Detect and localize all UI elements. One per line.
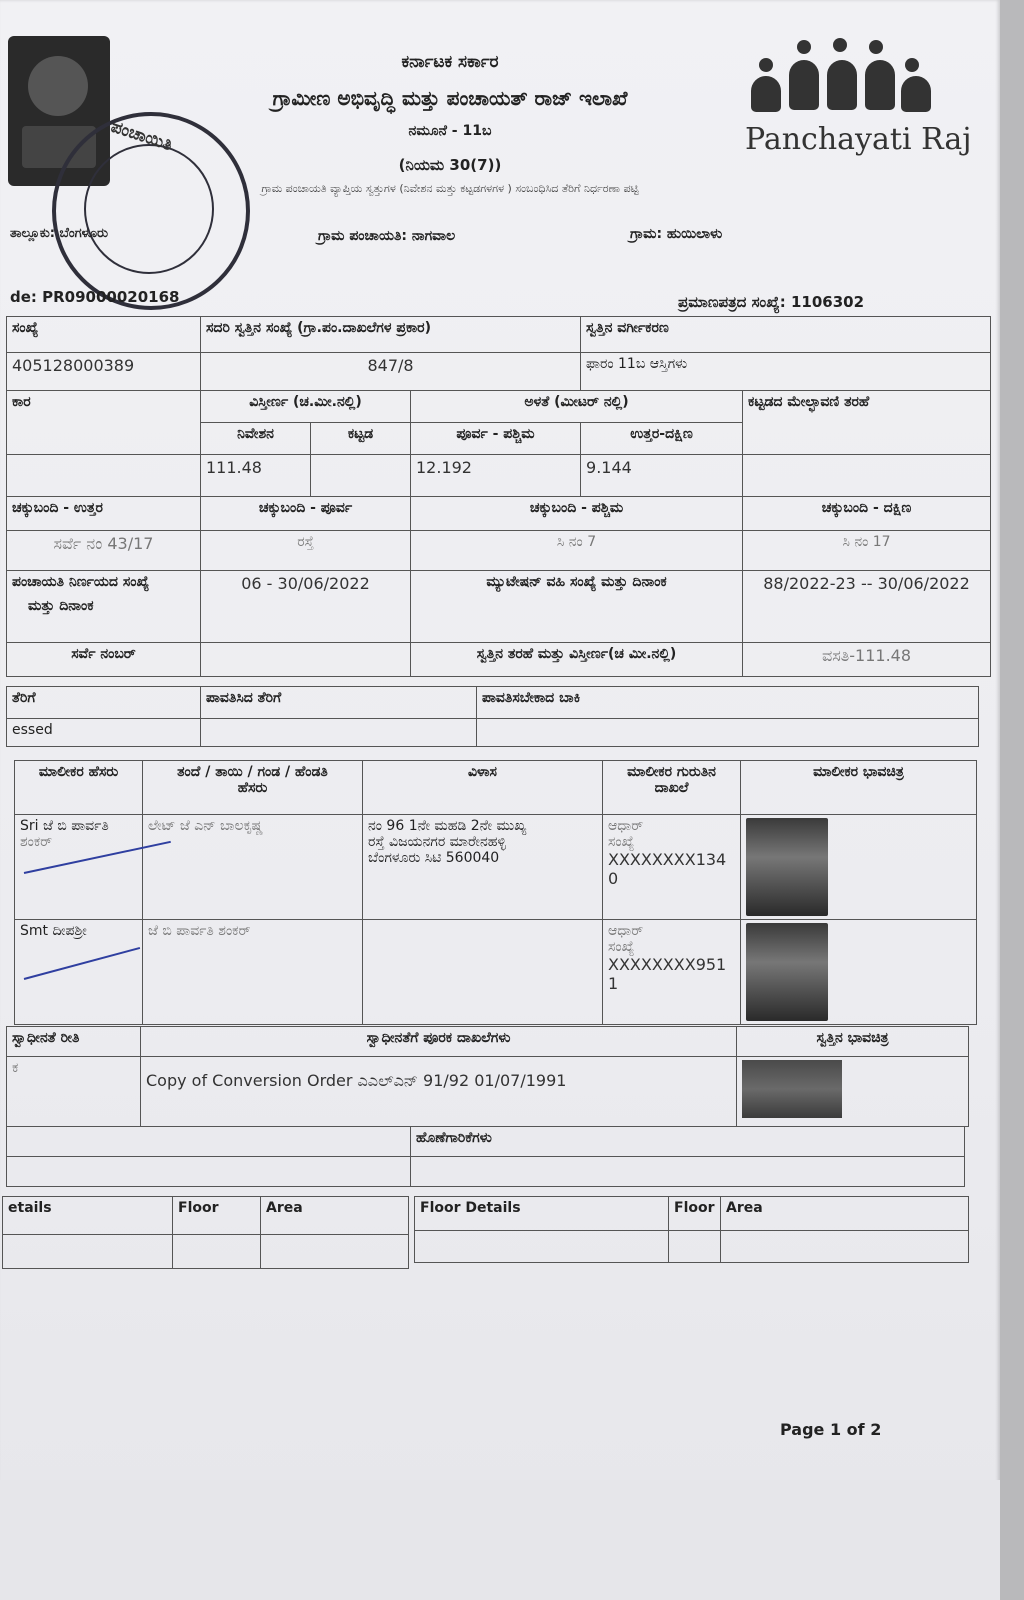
west-boundary: ಸಿ ನಂ 7 <box>411 531 743 571</box>
resolution-label: ಪಂಚಾಯತಿ ನಿರ್ಣಯದ ಸಂಖ್ಯೆ ಮತ್ತು ದಿನಾಂಕ <box>7 571 201 643</box>
south-boundary-label: ಚಕ್ಕುಬಂದಿ - ದಕ್ಷಿಣ <box>743 497 991 531</box>
panchayat-seal-stamp: ಪಂಚಾಯಿತಿ <box>52 112 250 310</box>
owner-relation: ಲೇಟ್ ಜೆ ಎನ್ ಬಾಲಕೃಷ್ಣ <box>143 815 363 920</box>
owner-photo-cell <box>741 815 977 920</box>
floor-label: Floor <box>173 1197 261 1235</box>
paper-bottom-edge <box>0 1480 1000 1600</box>
id-label: ಸಂಖ್ಯೆ <box>7 317 201 353</box>
property-kind-value: ವಸತಿ-111.48 <box>743 643 991 677</box>
west-boundary-label: ಚಕ್ಕುಬಂದಿ - ಪಶ್ಚಿಮ <box>411 497 743 531</box>
table-row <box>15 815 977 920</box>
relation-header: ತಂದೆ / ತಾಯಿ / ಗಂಡ / ಹೆಂಡತಿ ಹೆಸರು <box>143 761 363 815</box>
floor-table-left <box>2 1196 409 1269</box>
id-proof-header: ಮಾಲೀಕರ ಗುರುತಿನ ದಾಖಲೆ <box>603 761 741 815</box>
site-area-value: 111.48 <box>201 455 311 497</box>
paid-tax-label: ಪಾವತಿಸಿದ ತೆರಿಗೆ <box>201 687 477 719</box>
liabilities-table <box>6 1126 965 1187</box>
floor-details-label: etails <box>3 1197 173 1235</box>
acquisition-mode-label: ಸ್ವಾಧೀನತೆ ರೀತಿ <box>7 1027 141 1057</box>
mutation-value: 88/2022-23 -- 30/06/2022 <box>743 571 991 643</box>
acquisition-table <box>6 1026 969 1127</box>
owner-name: Sri ಜೆ ಬಿ ಪಾರ್ವತಿ ಶಂಕರ್ <box>15 815 143 920</box>
floor-table-right <box>414 1196 969 1263</box>
owner-address <box>363 920 603 1025</box>
area-label: Area <box>261 1197 409 1235</box>
roof-type-label: ಕಟ್ಟಡದ ಮೇಲ್ಛಾವಣಿ ತರಹೆ <box>743 391 991 455</box>
classification-value: ಫಾರಂ 11ಬ ಆಸ್ತಿಗಳು <box>581 353 991 391</box>
form-subtitle: ಗ್ರಾಮ ಪಂಚಾಯತಿ ವ್ಯಾಪ್ತಿಯ ಸ್ವತ್ತುಗಳ (ನಿವೇಶನ ಮತ್ತು ಕಟ್ಟಡಗಳಗಳ ) ಸಂಬಂಧಿಸಿದ ತೆರಿಗೆ ನಿರ್ಧರಣಾ ಪಟ್ಟಿ <box>261 182 639 195</box>
area-label: ವಿಸ್ತೀರ್ಣ (ಚ.ಮೀ.ನಲ್ಲಿ) <box>201 391 411 423</box>
resolution-value: 06 - 30/06/2022 <box>201 571 411 643</box>
panchayati-raj-logo-icon <box>745 38 935 116</box>
property-table <box>6 316 991 677</box>
form-number: ನಮೂನೆ - 11ಬ <box>408 123 492 139</box>
dimension-label: ಅಳತೆ (ಮೀಟರ್ ನಲ್ಲಿ) <box>411 391 743 423</box>
type-label: ಕಾರ <box>7 391 201 455</box>
certificate-number: ಪ್ರಮಾಣಪತ್ರದ ಸಂಖ್ಯೆ: 1106302 <box>678 293 865 311</box>
owners-table <box>14 760 977 1025</box>
east-west-value: 12.192 <box>411 455 581 497</box>
east-west-label: ಪೂರ್ವ - ಪಶ್ಚಿಮ <box>411 423 581 455</box>
north-boundary-label: ಚಕ್ಕುಬಂದಿ - ಉತ್ತರ <box>7 497 201 531</box>
supporting-docs-value: Copy of Conversion Order ಎಎಲ್ಎನ್ 91/92 01/07/1991 <box>141 1057 737 1127</box>
building-label: ಕಟ್ಟಡ <box>311 423 411 455</box>
owner-id: ಆಧಾರ್ ಸಂಖ್ಯೆ XXXXXXXX951 1 <box>603 920 741 1025</box>
property-id: 405128000389 <box>7 353 201 391</box>
property-number: 847/8 <box>201 353 581 391</box>
liabilities-label: ಹೊಣೆಗಾರಿಕೆಗಳು <box>411 1127 965 1157</box>
department-title: ಗ್ರಾಮೀಣ ಅಭಿವೃದ್ಧಿ ಮತ್ತು ಪಂಚಾಯತ್ ರಾಜ್ ಇಲಾಖೆ <box>272 86 628 110</box>
floor-label: Floor <box>669 1197 721 1231</box>
property-photo-cell <box>737 1057 969 1127</box>
property-photo-label: ಸ್ವತ್ತಿನ ಭಾವಚಿತ್ರ <box>737 1027 969 1057</box>
assessed-label: essed <box>7 719 201 747</box>
north-boundary: ಸರ್ವೆ ನಂ 43/17 <box>7 531 201 571</box>
address-header: ವಿಳಾಸ <box>363 761 603 815</box>
east-boundary-label: ಚಕ್ಕುಬಂದಿ - ಪೂರ್ವ <box>201 497 411 531</box>
village-name: ಗ್ರಾಮ: ಹುಯಿಲಾಳು <box>630 226 723 242</box>
property-photo <box>742 1060 842 1118</box>
page-number: Page 1 of 2 <box>780 1420 882 1439</box>
owner-photo-cell <box>741 920 977 1025</box>
supporting-docs-label: ಸ್ವಾಧೀನತೆಗೆ ಪೂರಕ ದಾಖಲೆಗಳು <box>141 1027 737 1057</box>
classification-label: ಸ್ವತ್ತಿನ ವರ್ಗೀಕರಣ <box>581 317 991 353</box>
property-kind-label: ಸ್ವತ್ತಿನ ತರಹೆ ಮತ್ತು ವಿಸ್ತೀರ್ಣ(ಚ ಮೀ.ನಲ್ಲಿ) <box>411 643 743 677</box>
owner-name-header: ಮಾಲೀಕರ ಹೆಸರು <box>15 761 143 815</box>
north-south-value: 9.144 <box>581 455 743 497</box>
site-label: ನಿವೇಶನ <box>201 423 311 455</box>
taluk-label: ತಾಲ್ಲೂಕು: ಬೆಂಗಳೂರು <box>10 226 109 241</box>
north-south-label: ಉತ್ತರ-ದಕ್ಷಿಣ <box>581 423 743 455</box>
property-number-label: ಸದರಿ ಸ್ವತ್ತಿನ ಸಂಖ್ಯೆ (ಗ್ರಾ.ಪಂ.ದಾಖಲೆಗಳ ಪ್ರಕಾರ) <box>201 317 581 353</box>
east-boundary: ರಸ್ತೆ <box>201 531 411 571</box>
mutation-label: ಮ್ಯುಟೇಷನ್ ವಹಿ ಸಂಖ್ಯೆ ಮತ್ತು ದಿನಾಂಕ <box>411 571 743 643</box>
rule-number: (ನಿಯಮ 30(7)) <box>398 156 502 174</box>
tax-label: ತೆರಿಗೆ <box>7 687 201 719</box>
owner-photo <box>746 923 828 1021</box>
table-row <box>15 920 977 1025</box>
owner-photo <box>746 818 828 916</box>
owner-address: ನಂ 96 1ನೇ ಮಹಡಿ 2ನೇ ಮುಖ್ಯ ರಸ್ತೆ ವಿಜಯನಗರ ಮಾರೇನಹಳ್ಳಿ ಬೆಂಗಳೂರು ಸಿಟಿ 560040 <box>363 815 603 920</box>
gram-panchayat: ಗ್ರಾಮ ಪಂಚಾಯತಿ: ನಾಗವಾಲ <box>318 228 456 244</box>
govt-title: ಕರ್ನಾಟಕ ಸರ್ಕಾರ <box>401 52 499 72</box>
south-boundary: ಸಿ ನಂ 17 <box>743 531 991 571</box>
tax-table <box>6 686 979 747</box>
survey-number-label: ಸರ್ವೆ ನಂಬರ್ <box>7 643 201 677</box>
acquisition-mode: ಕ <box>7 1057 141 1127</box>
owner-relation: ಜೆ ಬಿ ಪಾರ್ವತಿ ಶಂಕರ್ <box>143 920 363 1025</box>
panchayati-raj-logo-text: Panchayati Raj <box>745 122 972 157</box>
due-tax-label: ಪಾವತಿಸಬೇಕಾದ ಬಾಕಿ <box>477 687 979 719</box>
owner-id: ಆಧಾರ್ ಸಂಖ್ಯೆ XXXXXXXX134 0 <box>603 815 741 920</box>
floor-details-label: Floor Details <box>415 1197 669 1231</box>
area-label: Area <box>721 1197 969 1231</box>
owner-photo-header: ಮಾಲೀಕರ ಭಾವಚಿತ್ರ <box>741 761 977 815</box>
owner-name: Smt ದೀಪಶ್ರೀ <box>15 920 143 1025</box>
property-code: de: PR09000020168 <box>10 288 180 306</box>
